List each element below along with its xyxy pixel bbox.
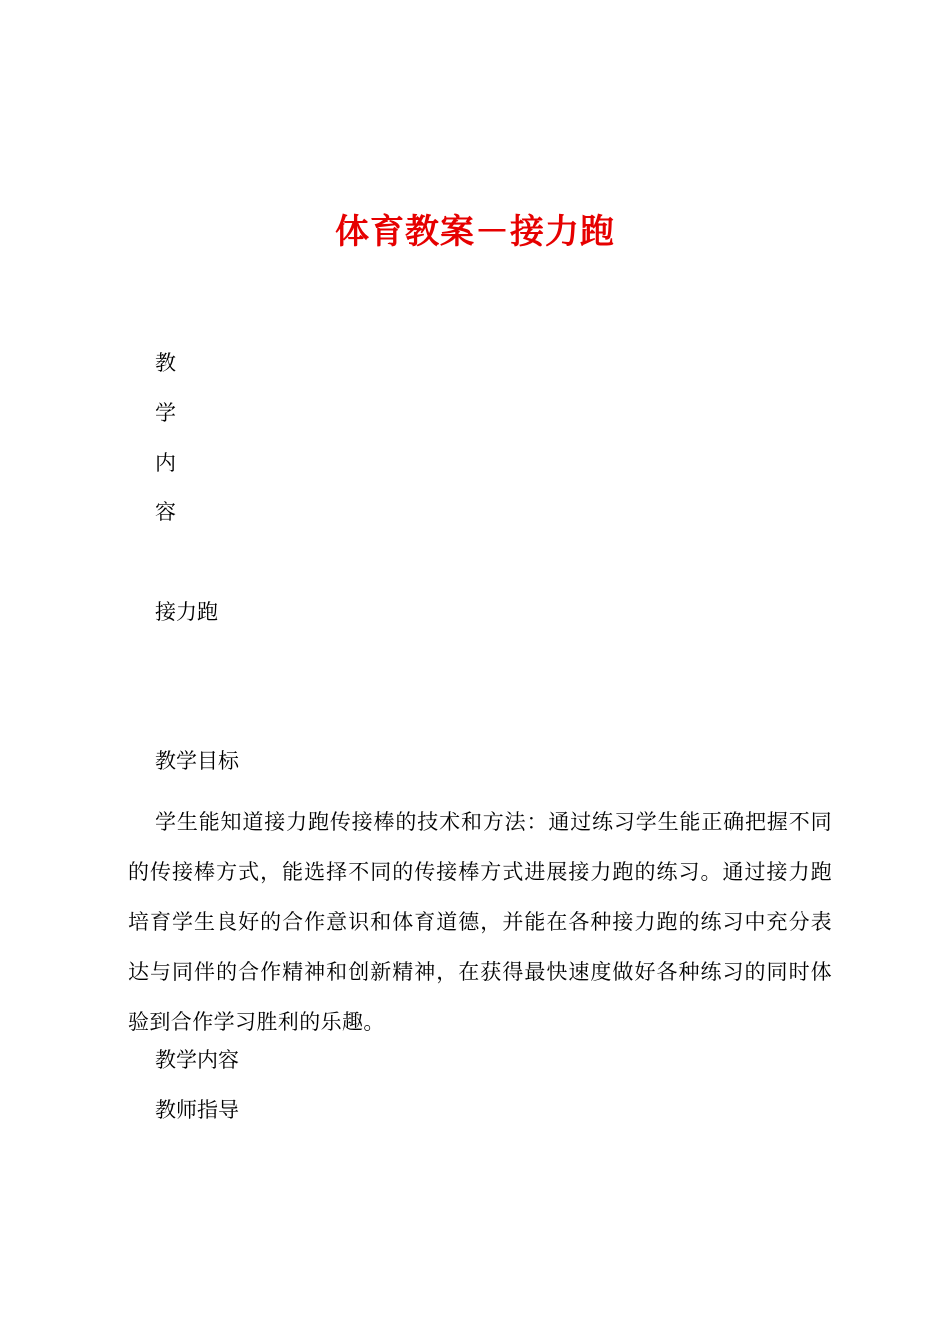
document-title: 体育教案－接力跑 [335,212,615,252]
teacher-heading: 教师指导 [155,1098,239,1122]
label-char-3: 内 [155,451,176,475]
goal-heading: 教学目标 [155,749,239,773]
goal-paragraph: 学生能知道接力跑传接棒的技术和方法：通过练习学生能正确把握不同的传接棒方式，能选择不同的传接棒方式进展接力跑的练习。通过接力跑培育学生良好的合作意识和体育道德，并能在各种接力跑的练习中充分表达与同伴的合作精神和创新精神，在获得最快速度做好各种练习的同时体验到合作学习胜利的乐趣。 [128,810,832,1034]
label-char-2: 学 [155,401,176,425]
label-char-4: 容 [155,500,176,524]
label-char-1: 教 [155,351,176,375]
content-value: 接力跑 [155,600,218,624]
content-heading: 教学内容 [155,1048,239,1072]
